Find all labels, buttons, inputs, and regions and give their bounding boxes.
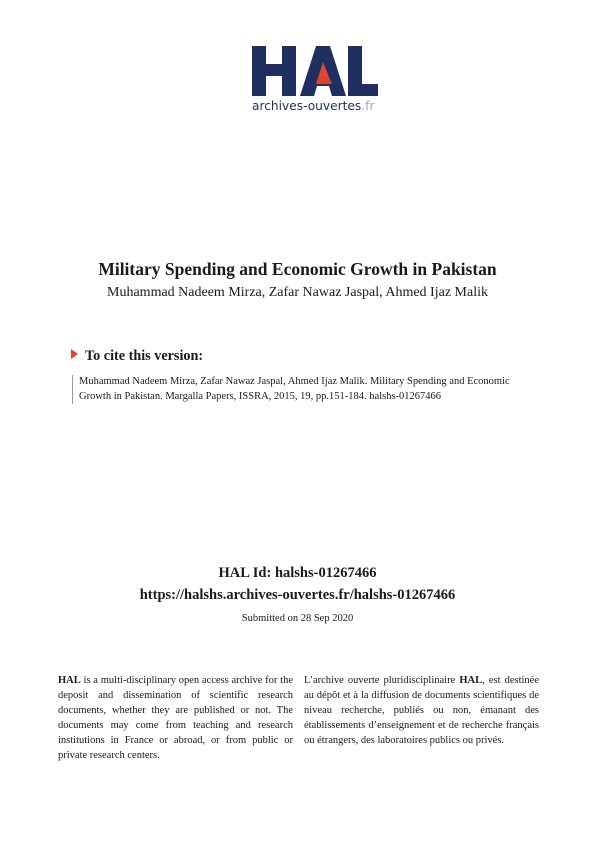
triangle-arrow-icon (71, 349, 78, 359)
hal-logo-suffix: .fr (361, 99, 375, 113)
paper-title: Military Spending and Economic Growth in Pakistan (98, 259, 497, 279)
submitted-date: Submitted on 28 Sep 2020 (241, 613, 354, 624)
notice-french (304, 673, 539, 748)
hal-logo-subtitle: archives-ouvertes.fr (252, 99, 375, 113)
hal-id: HAL Id: halshs-01267466 (218, 565, 377, 581)
hal-url-link[interactable]: https://halshs.archives-ouvertes.fr/halshs-01267466 (139, 587, 456, 603)
paper-authors: Muhammad Nadeem Mirza, Zafar Nawaz Jaspal, Ahmed Ijaz Malik (107, 285, 488, 300)
notice-en-hal: HAL (58, 675, 81, 686)
citation-block (72, 375, 573, 404)
citation-line-1: Muhammad Nadeem Mirza, Zafar Nawaz Jaspal, Ahmed Ijaz Malik. Military Spending and Economic (79, 376, 510, 387)
notice-en-text: is a multi-disciplinary open access archive for the deposit and dissemination of scientific research documents, whether they are published or not. The documents may come from teaching and research institutions in France or abroad, or from public or private research centers. (58, 675, 293, 761)
citation-line-2: Growth in Pakistan. Margalla Papers, ISSRA, 2015, 19, pp.151-184. halshs-01267466 (79, 390, 442, 402)
notice-fr-hal: HAL (459, 675, 483, 686)
cite-heading: To cite this version: (71, 348, 203, 365)
notice-english (58, 673, 293, 763)
notice-fr-text-a: L’archive ouverte pluridisciplinaire (304, 675, 460, 686)
notice-fr-text-b: , est destinée au dépôt et à la diffusion de documents scientifiques de niveau recherche, publiés ou non, émanant des établissements d’enseignement et de recherche français ou étrangers, des laboratoires publics ou privés. (304, 675, 539, 746)
